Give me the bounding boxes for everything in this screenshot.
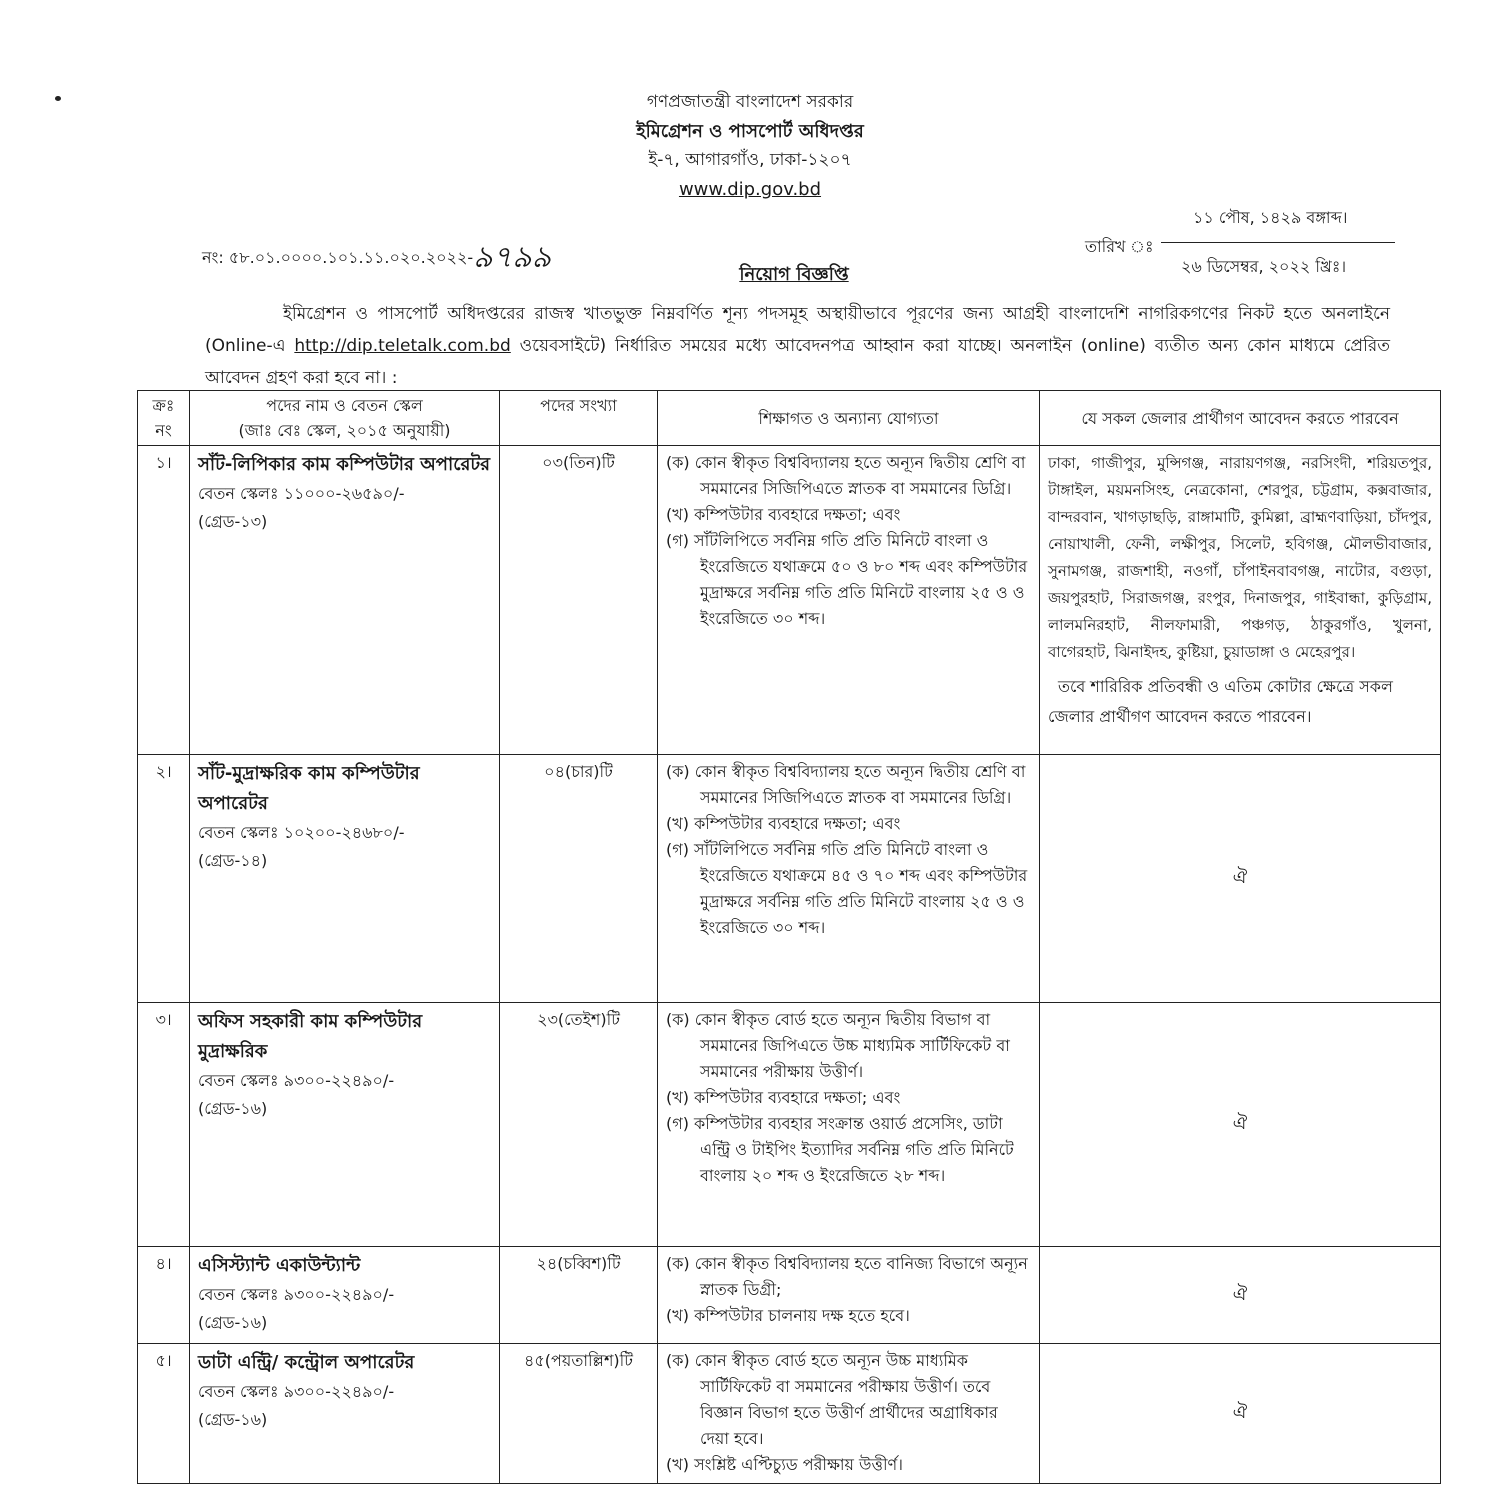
header-post-subtitle: (জাঃ বেঃ স্কেল, ২০১৫ অনুযায়ী) [238,421,451,440]
row-qualifications [658,446,1040,755]
header-serial: ক্রঃ নং [138,391,190,446]
post-count: ০৪(চার)টি [500,755,658,1003]
intro-text-1: ইমিগ্রেশন ও পাসপোর্ট অধিদপ্তরের রাজস্ব খাতভুক্ত নিম্নবর্ণিত শূন্য পদসমূহ অস্থায়ীভাবে পূরণের জন্য আগ্রহী বাংলাদেশি নাগরিকগণের নিকট হতে অনলাইনে (Online-এ [205,304,1390,356]
teletalk-link[interactable]: http://dip.teletalk.com.bd [294,336,511,356]
date-bangla: ১১ পৌষ, ১৪২৯ বঙ্গাব্দ। [1193,208,1348,227]
qualification-item: (ক) কোন স্বীকৃত বিশ্ববিদ্যালয় হতে অন্যূন দ্বিতীয় শ্রেণি বা সমমানের সিজিপিএতে স্নাতক বা সমমানের ডিগ্রি। [666,762,1026,807]
table-header-row [138,391,1441,446]
header-districts: যে সকল জেলার প্রার্থীগণ আবেদন করতে পারবেন [1040,391,1441,446]
table-row [138,1247,1441,1344]
row-districts [1040,446,1441,755]
pay-scale: বেতন স্কেলঃ ১১০০০-২৬৫৯০/- [198,484,405,503]
pay-scale: বেতন স্কেলঃ ৯৩০০-২২৪৯০/- [198,1285,395,1304]
pay-scale: বেতন স্কেলঃ ১০২০০-২৪৬৮০/- [198,823,405,842]
post-count: ২৪(চব্বিশ)টি [500,1247,658,1344]
notice-title: নিয়োগ বিজ্ঞপ্তি [739,264,849,285]
post-count: ০৩(তিন)টি [500,446,658,755]
government-name: গণপ্রজাতন্ত্রী বাংলাদেশ সরকার [646,92,854,112]
date-divider [1161,242,1395,243]
row-serial: ৩। [138,1003,190,1247]
date-gregorian: ২৬ ডিসেম্বর, ২০২২ খ্রিঃ। [1181,257,1347,276]
grade: (গ্রেড-১৩) [198,512,268,531]
department-address: ই-৭, আগারগাঁও, ঢাকা-১২০৭ [648,150,852,170]
district-list: ঢাকা, গাজীপুর, মুন্সিগঞ্জ, নারায়ণগঞ্জ, নরসিংদী, শরিয়তপুর, টাঙ্গাইল, ময়মনসিংহ, নেত্রকোনা, শেরপুর, চট্টগ্রাম, কক্সবাজার, বান্দরবান, খাগড়াছড়ি, রাঙ্গামাটি, কুমিল্লা, ব্রাহ্মণবাড়িয়া, চাঁদপুর, নোয়াখালী, ফেনী, লক্ষীপুর, সিলেট, হবিগঞ্জ, মৌলভীবাজার, সুনামগঞ্জ, রাজশাহী, নওগাঁ, চাঁপাইনবাবগঞ্জ, নাটোর, বগুড়া, জয়পুরহাট, সিরাজগঞ্জ, রংপুর, দিনাজপুর, গাইবান্ধা, কুড়িগ্রাম, লালমনিরহাট, নীলফামারী, পঞ্চগড়, ঠাকুরগাঁও, খুলনা, বাগেরহাট, ঝিনাইদহ, কুষ্টিয়া, চুয়াডাঙ্গা ও মেহেরপুর। [1048,454,1432,661]
row-post [190,446,500,755]
department-name: ইমিগ্রেশন ও পাসপোর্ট অধিদপ্তর [636,121,864,142]
qualification-item: (গ) সাঁটলিপিতে সর্বনিম্ন গতি প্রতি মিনিটে বাংলা ও ইংরেজিতে যথাক্রমে ৪৫ ও ৭০ শব্দ এবং কম্পিউটার মুদ্রাক্ষরে সর্বনিম্ন গতি প্রতি মিনিটে বাংলায় ২৫ ও ও ইংরেজিতে ৩০ শব্দ। [666,840,1028,937]
ditto-mark: ঐ [1040,1247,1441,1344]
grade: (গ্রেড-১৪) [198,851,268,870]
header-post-title: পদের নাম ও বেতন স্কেল [266,396,423,415]
district-note: তবে শারিরিক প্রতিবন্ধী ও এতিম কোটার ক্ষেত্রে সকল জেলার প্রার্থীগণ আবেদন করতে পারবেন। [1048,677,1393,726]
row-qualifications [658,1344,1040,1484]
ditto-mark: ঐ [1040,1003,1441,1247]
ditto-mark: ঐ [1040,1344,1441,1484]
qualification-item: (খ) কম্পিউটার ব্যবহারে দক্ষতা; এবং [666,814,901,833]
qualification-item: (গ) সাঁটলিপিতে সর্বনিম্ন গতি প্রতি মিনিটে বাংলা ও ইংরেজিতে যথাক্রমে ৫০ ও ৮০ শব্দ এবং কম্পিউটার মুদ্রাক্ষরে সর্বনিম্ন গতি প্রতি মিনিটে বাংলায় ২৫ ও ও ইংরেজিতে ৩০ শব্দ। [666,531,1028,628]
qualification-item: (খ) কম্পিউটার চালনায় দক্ষ হতে হবে। [666,1306,910,1325]
table-row [138,1344,1441,1484]
letterhead [0,88,1500,204]
memo-number-text: নং: ৫৮.০১.০০০০.১০১.১১.০২০.২০২২- [202,248,474,267]
pay-scale: বেতন স্কেলঃ ৯৩০০-২২৪৯০/- [198,1071,395,1090]
row-serial: ৪। [138,1247,190,1344]
memo-handwritten-number: ৯৭৯৯ [473,240,552,275]
qualification-item: (ক) কোন স্বীকৃত বোর্ড হতে অন্যূন দ্বিতীয় বিভাগ বা সমমানের জিপিএতে উচ্চ মাধ্যমিক সার্টিফিকেট বা সমমানের পরীক্ষায় উত্তীর্ণ। [666,1010,1010,1081]
header-post [190,391,500,446]
qualification-item: (ক) কোন স্বীকৃত বিশ্ববিদ্যালয় হতে বানিজ্য বিভাগে অন্যূন স্নাতক ডিগ্রী; [666,1254,1028,1299]
qualification-item: (খ) কম্পিউটার ব্যবহারে দক্ষতা; এবং [666,1088,901,1107]
header-count: পদের সংখ্যা [500,391,658,446]
post-name: সাঁট-লিপিকার কাম কম্পিউটার অপারেটর [198,454,491,475]
date-label: তারিখ ঃ [1085,237,1154,256]
grade: (গ্রেড-১৬) [198,1313,268,1332]
table-row [138,1003,1441,1247]
table-row [138,755,1441,1003]
intro-text-2: ওয়েবসাইটে) নির্ধারিত সময়ের মধ্যে আবেদনপত্র আহ্বান করা যাচ্ছে। অনলাইন (online) ব্যতীত অন্য কোন মাধ্যমে প্রেরিত আবেদন গ্রহণ করা হবে না। : [205,336,1390,388]
intro-paragraph [205,298,1390,394]
row-qualifications [658,755,1040,1003]
table-row [138,446,1441,755]
row-post [190,1344,500,1484]
qualification-item: (খ) কম্পিউটার ব্যবহারে দক্ষতা; এবং [666,505,901,524]
qualification-item: (গ) কম্পিউটার ব্যবহার সংক্রান্ত ওয়ার্ড প্রসেসিং, ডাটা এন্ট্রি ও টাইপিং ইত্যাদির সর্বনিম্ন গতি প্রতি মিনিটে বাংলায় ২০ শব্দ ও ইংরেজিতে ২৮ শব্দ। [666,1114,1014,1185]
row-qualifications [658,1003,1040,1247]
post-name: ডাটা এন্ট্রি/ কন্ট্রোল অপারেটর [198,1352,415,1373]
header-qualification: শিক্ষাগত ও অন্যান্য যোগ্যতা [658,391,1040,446]
pay-scale: বেতন স্কেলঃ ৯৩০০-২২৪৯০/- [198,1382,395,1401]
row-serial: ১। [138,446,190,755]
grade: (গ্রেড-১৬) [198,1410,268,1429]
website-link[interactable]: www.dip.gov.bd [678,179,822,200]
qualification-item: (ক) কোন স্বীকৃত বোর্ড হতে অন্যূন উচ্চ মাধ্যমিক সার্টিফিকেট বা সমমানের পরীক্ষায় উত্তীর্ণ। তবে বিজ্ঞান বিভাগ হতে উত্তীর্ণ প্রার্থীদের অগ্রাধিকার দেয়া হবে। [666,1351,998,1448]
ditto-mark: ঐ [1040,755,1441,1003]
vacancy-table [137,390,1441,1484]
row-post [190,1247,500,1344]
grade: (গ্রেড-১৬) [198,1099,268,1118]
row-qualifications [658,1247,1040,1344]
post-name: এসিস্ট্যান্ট একাউন্ট্যান্ট [198,1255,361,1276]
post-count: ৪৫(পয়তাল্লিশ)টি [500,1344,658,1484]
row-serial: ২। [138,755,190,1003]
post-name: অফিস সহকারী কাম কম্পিউটার মুদ্রাক্ষরিক [198,1011,423,1062]
qualification-item: (খ) সংশ্লিষ্ট এপ্টিচ্যুড পরীক্ষায় উত্তীর্ণ। [666,1455,903,1474]
post-name: সাঁট-মুদ্রাক্ষরিক কাম কম্পিউটার অপারেটর [198,763,420,814]
qualification-item: (ক) কোন স্বীকৃত বিশ্ববিদ্যালয় হতে অন্যূন দ্বিতীয় শ্রেণি বা সমমানের সিজিপিএতে স্নাতক বা সমমানের ডিগ্রি। [666,453,1026,498]
row-post [190,755,500,1003]
row-serial: ৫। [138,1344,190,1484]
row-post [190,1003,500,1247]
post-count: ২৩(তেইশ)টি [500,1003,658,1247]
